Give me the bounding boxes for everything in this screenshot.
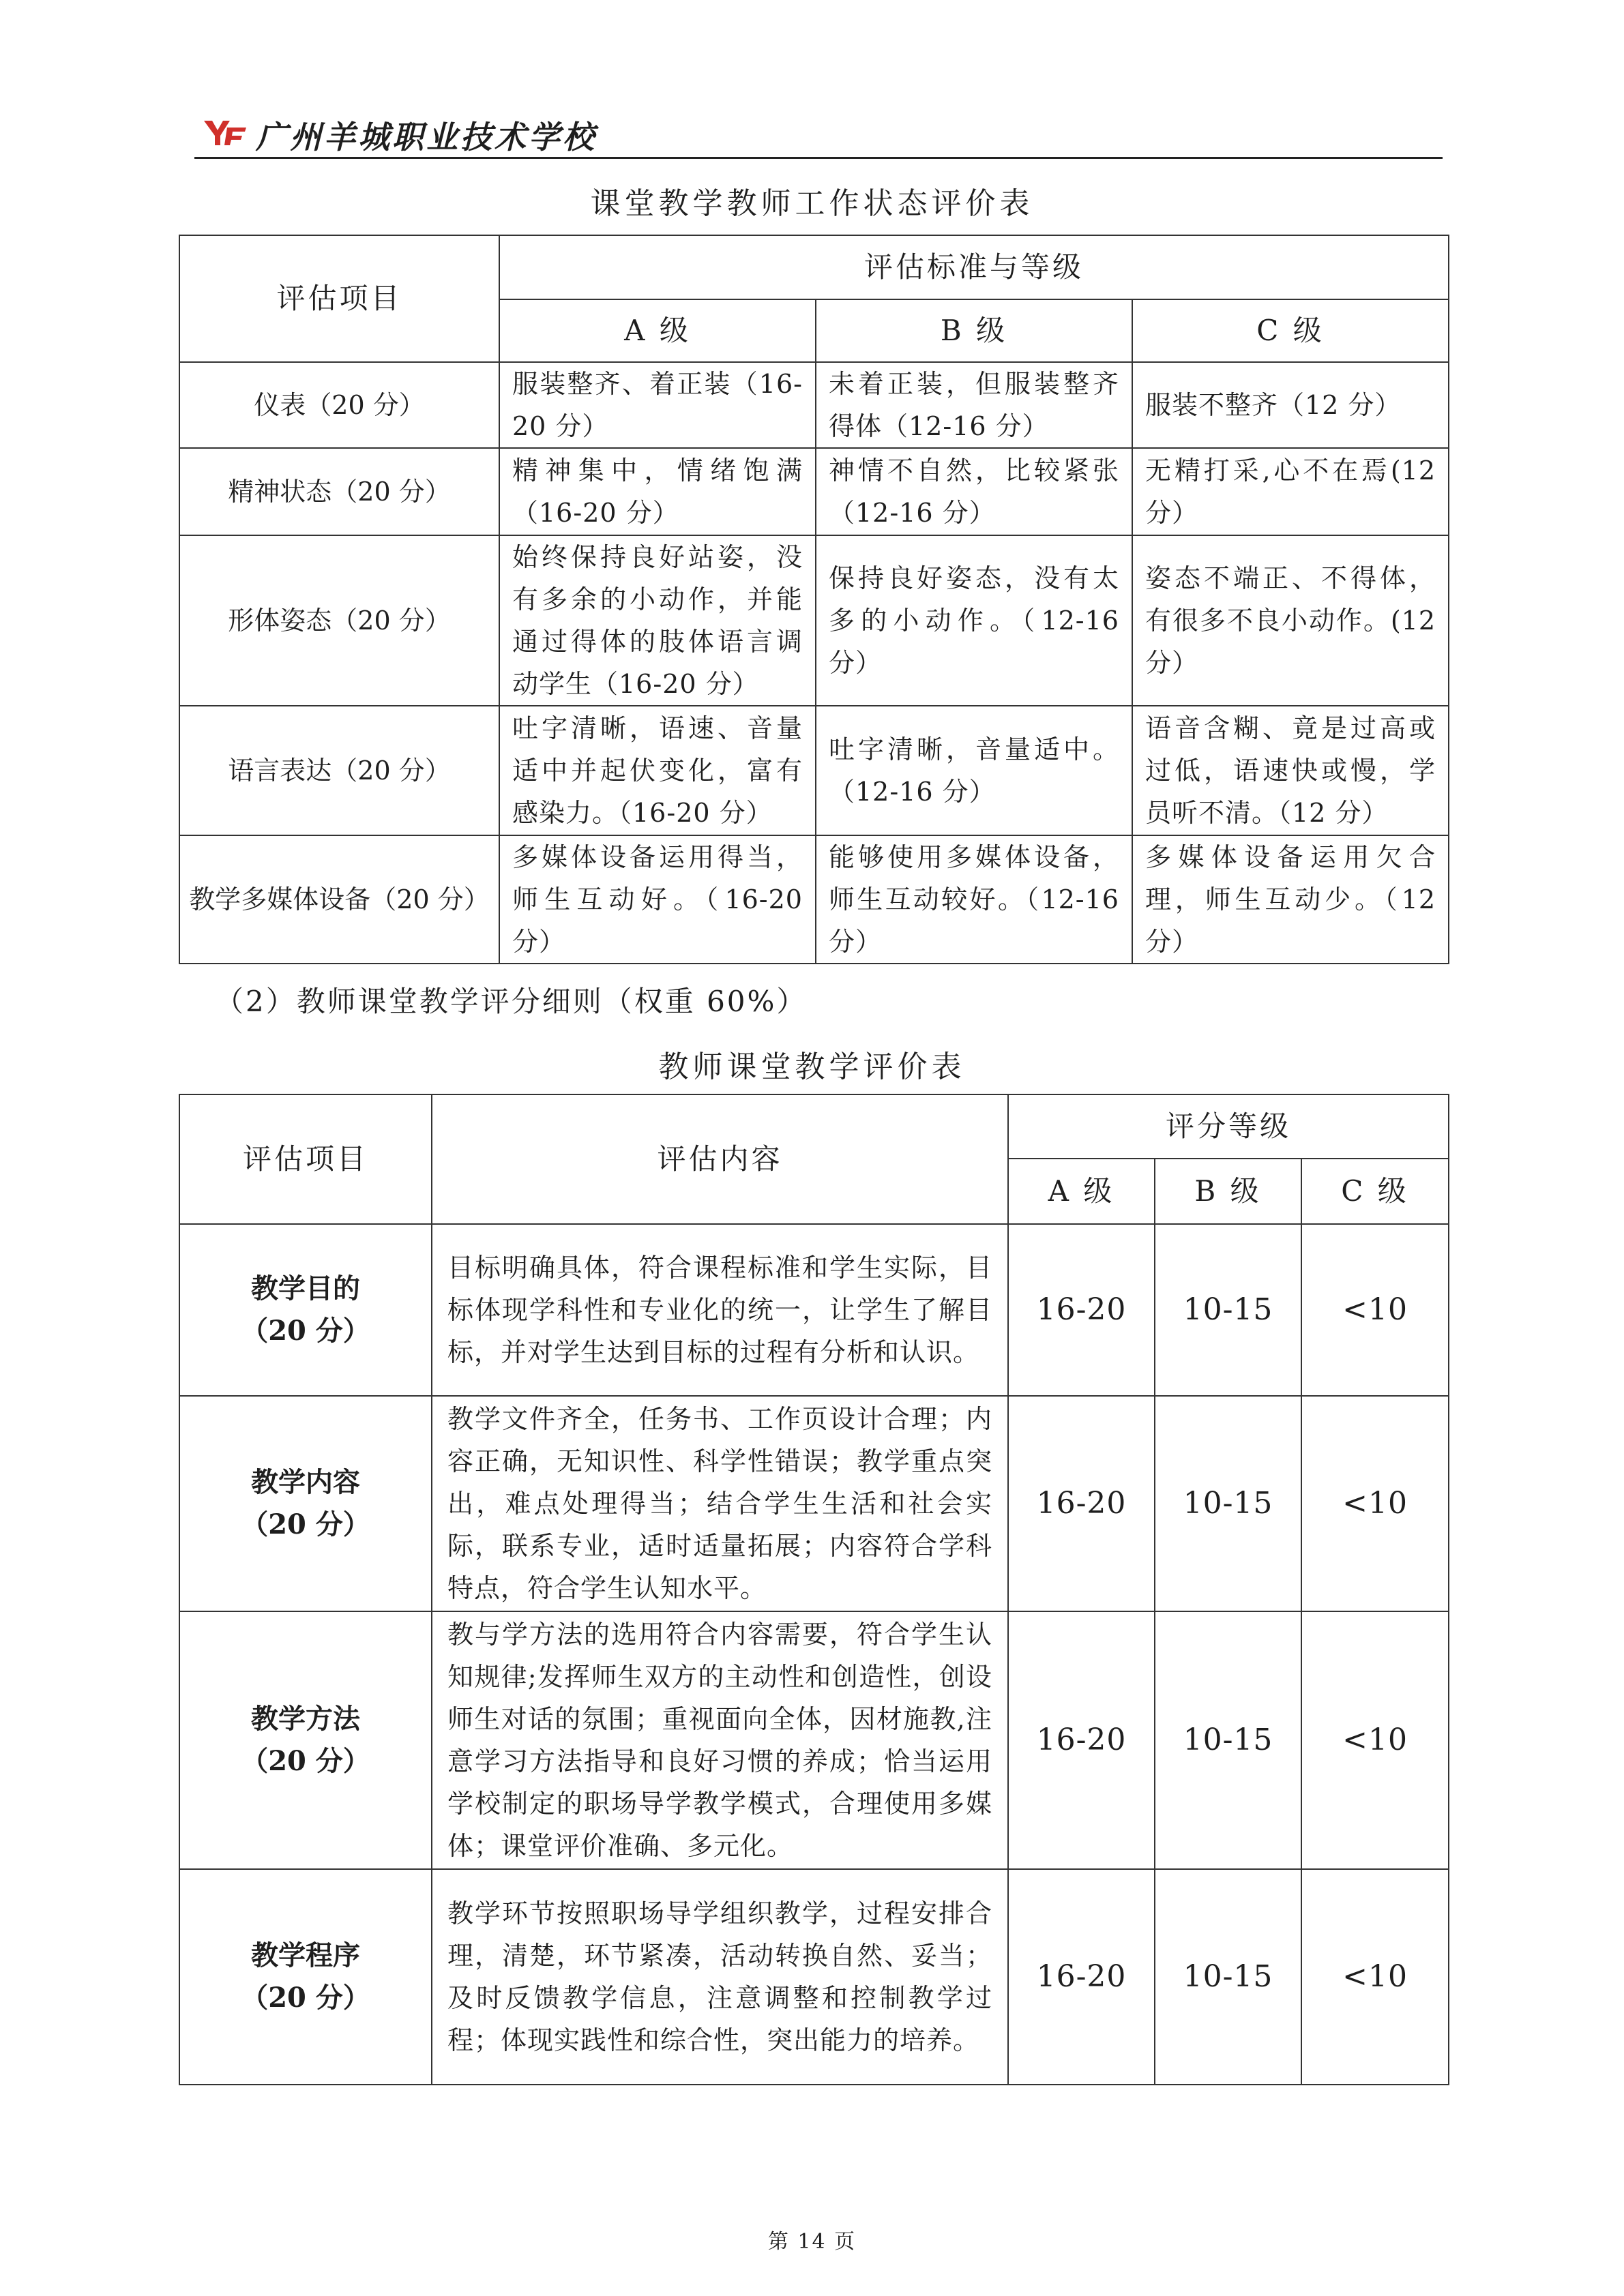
school-logo-icon [203, 118, 248, 148]
table1-c: 多媒体设备运用欠合理，师生互动少。（12分） [1132, 835, 1449, 964]
table1-item: 教学多媒体设备（20 分） [179, 835, 499, 964]
table2-item-name: 教学程序 [251, 1939, 360, 1971]
table2-header-grade: 评分等级 [1008, 1094, 1449, 1159]
table2-content: 教学文件齐全，任务书、工作页设计合理；内容正确，无知识性、科学性错误；教学重点突出，难点处理得当；结合学生生活和社会实际，联系专业，适时适量拓展；内容符合学科特点，符合学生认知水平。 [432, 1396, 1008, 1611]
table2-item-points: （20 分） [241, 1508, 370, 1540]
table2-item [179, 1869, 432, 2085]
table2-item-points: （20 分） [241, 1315, 370, 1347]
table2-item-name: 教学内容 [251, 1466, 360, 1498]
table1-item: 形体姿态（20 分） [179, 535, 499, 706]
table1-b: 保持良好姿态，没有太多的小动作。（12-16分） [816, 535, 1132, 706]
table1-b: 吐字清晰，音量适中。（12-16 分） [816, 706, 1132, 835]
table1-c: 服装不整齐（12 分） [1132, 362, 1449, 448]
table2-c: <10 [1301, 1224, 1449, 1396]
table2-c: <10 [1301, 1396, 1449, 1611]
table1-c: 姿态不端正、不得体，有很多不良小动作。(12分） [1132, 535, 1449, 706]
table2-c: <10 [1301, 1611, 1449, 1869]
page-header [194, 106, 1443, 160]
table1-a: 精神集中，情绪饱满（16-20 分） [499, 448, 816, 535]
table1-a: 服装整齐、着正装（16-20 分） [499, 362, 816, 448]
table2-header-content: 评估内容 [432, 1094, 1008, 1224]
table2-a: 16-20 [1008, 1396, 1155, 1611]
table2-item [179, 1396, 432, 1611]
table2-b: 10-15 [1155, 1869, 1301, 2085]
table1-c: 无精打采,心不在焉(12分） [1132, 448, 1449, 535]
table2-c: <10 [1301, 1869, 1449, 2085]
classroom-evaluation-table [179, 1094, 1449, 2085]
table1-item: 仪表（20 分） [179, 362, 499, 448]
table1-row [179, 535, 1449, 706]
table2-item-name: 教学方法 [251, 1703, 360, 1735]
table2-grade-a: A 级 [1008, 1159, 1155, 1224]
table2-item-points: （20 分） [241, 1982, 370, 2014]
header-divider [194, 157, 1443, 159]
table2-title: 教师课堂教学评价表 [658, 1049, 966, 1084]
table1-a: 吐字清晰，语速、音量适中并起伏变化，富有感染力。（16-20 分） [499, 706, 816, 835]
table2-content: 教学环节按照职场导学组织教学，过程安排合理，清楚，环节紧凑，活动转换自然、妥当；及时反馈教学信息，注意调整和控制教学过程；体现实践性和综合性，突出能力的培养。 [432, 1869, 1008, 2085]
table1-item: 语言表达（20 分） [179, 706, 499, 835]
table1-item: 精神状态（20 分） [179, 448, 499, 535]
table2-content: 目标明确具体，符合课程标准和学生实际，目标体现学科性和专业化的统一，让学生了解目标，并对学生达到目标的过程有分析和认识。 [432, 1224, 1008, 1396]
table2-header-item: 评估项目 [179, 1094, 432, 1224]
table2-row [179, 1611, 1449, 1869]
table1-header-standard: 评估标准与等级 [499, 235, 1449, 299]
table1-b: 神情不自然，比较紧张（12-16 分） [816, 448, 1132, 535]
table2-grade-b: B 级 [1155, 1159, 1301, 1224]
table1-row [179, 706, 1449, 835]
page-number: 第 14 页 [767, 2230, 857, 2254]
table1-a: 始终保持良好站姿，没有多余的小动作，并能通过得体的肢体语言调动学生（16-20 分） [499, 535, 816, 706]
table2-item-points: （20 分） [241, 1745, 370, 1777]
table1-row [179, 362, 1449, 448]
table2-row [179, 1396, 1449, 1611]
school-name: 广州羊城职业技术学校 [256, 119, 597, 155]
section-note: （2）教师课堂教学评分细则（权重 60%） [215, 985, 808, 1018]
table1-title: 课堂教学教师工作状态评价表 [590, 186, 1034, 221]
table2-content: 教与学方法的选用符合内容需要，符合学生认知规律;发挥师生双方的主动性和创造性，创设师生对话的氛围；重视面向全体，因材施教,注意学习方法指导和良好习惯的养成；恰当运用学校制定的职场导学教学模式，合理使用多媒体；课堂评价准确、多元化。 [432, 1611, 1008, 1869]
table2-b: 10-15 [1155, 1224, 1301, 1396]
table1-c: 语音含糊、竟是过高或过低，语速快或慢，学员听不清。（12 分） [1132, 706, 1449, 835]
table2-a: 16-20 [1008, 1869, 1155, 2085]
table1-grade-b: B 级 [816, 299, 1132, 362]
table1-row [179, 448, 1449, 535]
table1-grade-c: C 级 [1132, 299, 1449, 362]
table2-row [179, 1869, 1449, 2085]
table2-a: 16-20 [1008, 1611, 1155, 1869]
table2-row [179, 1224, 1449, 1396]
table1-b: 能够使用多媒体设备，师生互动较好。（12-16分） [816, 835, 1132, 964]
table1-row [179, 835, 1449, 964]
table1-a: 多媒体设备运用得当，师生互动好。（16-20分） [499, 835, 816, 964]
table2-b: 10-15 [1155, 1396, 1301, 1611]
table2-b: 10-15 [1155, 1611, 1301, 1869]
teacher-status-table [179, 235, 1449, 964]
table2-grade-c: C 级 [1301, 1159, 1449, 1224]
table1-header-item: 评估项目 [179, 235, 499, 362]
table2-a: 16-20 [1008, 1224, 1155, 1396]
table1-b: 未着正装，但服装整齐得体（12-16 分） [816, 362, 1132, 448]
table2-item-name: 教学目的 [251, 1272, 360, 1304]
table2-item [179, 1224, 432, 1396]
table2-item [179, 1611, 432, 1869]
table1-grade-a: A 级 [499, 299, 816, 362]
